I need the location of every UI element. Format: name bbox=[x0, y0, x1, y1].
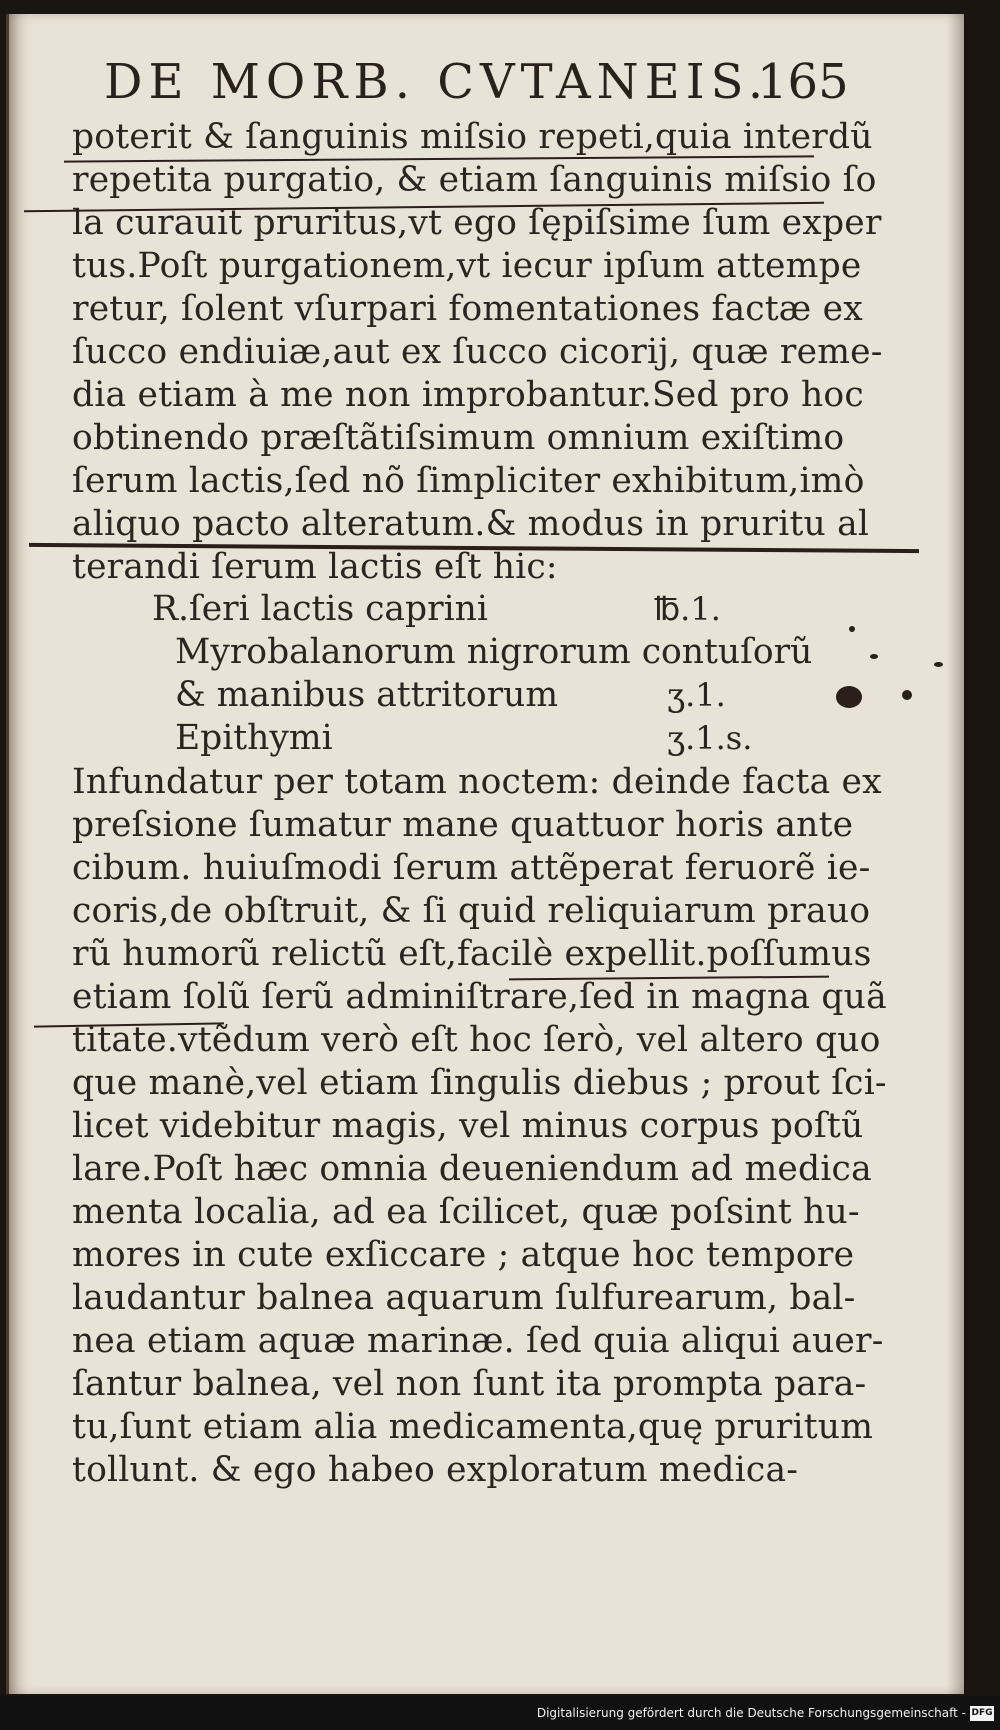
ink-blot bbox=[934, 662, 943, 667]
text-line: poterit & ſanguinis miſsio repeti,quia interdũ bbox=[72, 117, 873, 157]
text-line: aliquo pacto alteratum.& modus in pruritu al bbox=[72, 504, 870, 544]
ink-blot bbox=[849, 626, 855, 632]
text-line: menta localia, ad ea ſcilicet, quæ poſsint hu- bbox=[72, 1192, 860, 1232]
text-line: ſerum lactis,ſed nõ ſimpliciter exhibitum,imò bbox=[72, 461, 865, 501]
recipe-qty: ℔.1. bbox=[654, 590, 721, 628]
text-line: Infundatur per totam noctem: deinde facta ex bbox=[72, 762, 882, 802]
book-page bbox=[6, 14, 964, 1694]
recipe-item: R.ſeri lactis caprini bbox=[152, 589, 488, 629]
text-line: ſantur balnea, vel non ſunt ita prompta para- bbox=[72, 1364, 867, 1404]
text-line: retur, ſolent vſurpari fomentationes factæ ex bbox=[72, 289, 863, 329]
text-line: tollunt. & ego habeo exploratum medica- bbox=[72, 1450, 799, 1490]
footer-credit: Digitalisierung gefördert durch die Deutsche Forschungsgemeinschaft - bbox=[0, 1696, 1000, 1730]
text-line: laudantur balnea aquarum ſulfurearum, bal- bbox=[72, 1278, 856, 1318]
text-line: mores in cute exſiccare ; atque hoc tempore bbox=[72, 1235, 855, 1275]
text-line: repetita purgatio, & etiam ſanguinis miſsio ſo bbox=[72, 160, 877, 200]
text-line: tus.Poſt purgationem,vt iecur ipſum attempe bbox=[72, 246, 862, 286]
text-line: ſucco endiuiæ,aut ex ſucco cicorij, quæ reme- bbox=[72, 332, 883, 372]
text-line: rũ humorũ relictũ eſt,facilè expellit.poſſumus bbox=[72, 934, 872, 974]
running-head: DE MORB. CVTANEIS. bbox=[104, 54, 770, 110]
recipe-item: Epithymi bbox=[175, 718, 333, 758]
text-line: dia etiam à me non improbantur.Sed pro hoc bbox=[72, 375, 864, 415]
text-line: titate.vtẽdum verò eſt hoc ſerò, vel altero quo bbox=[72, 1020, 881, 1060]
page-number: 165 bbox=[757, 54, 849, 110]
text-line: obtinendo præſtãtiſsimum omnium exiſtimo bbox=[72, 418, 845, 458]
text-line: lare.Poſt hæc omnia deueniendum ad medica bbox=[72, 1149, 872, 1189]
text-line: cibum. huiuſmodi ſerum attẽperat feruorẽ ie- bbox=[72, 848, 871, 888]
dfg-logo: DFG bbox=[970, 1706, 994, 1721]
text-line: la curauit pruritus,vt ego ſępiſsime ſum exper bbox=[72, 203, 882, 243]
recipe-item: Myrobalanorum nigrorum contuſorũ bbox=[175, 632, 813, 672]
ink-blot bbox=[836, 686, 862, 708]
recipe-qty: ʒ.1. bbox=[667, 676, 726, 714]
text-line: que manè,vel etiam ſingulis diebus ; prout ſci- bbox=[72, 1063, 887, 1103]
text-line: tu,ſunt etiam alia medicamenta,quę pruritum bbox=[72, 1407, 874, 1447]
text-line: nea etiam aquæ marinæ. ſed quia aliqui auer- bbox=[72, 1321, 884, 1361]
text-line: licet videbitur magis, vel minus corpus poſtũ bbox=[72, 1106, 864, 1146]
ink-blot bbox=[870, 654, 878, 659]
text-line: terandi ſerum lactis eſt hic: bbox=[72, 547, 558, 587]
recipe-item: & manibus attritorum bbox=[175, 675, 559, 715]
ink-blot bbox=[902, 690, 912, 700]
text-line: preſsione ſumatur mane quattuor horis ante bbox=[72, 805, 854, 845]
recipe-qty: ʒ.1.s. bbox=[667, 719, 753, 757]
text-line: coris,de obſtruit, & ſi quid reliquiarum prauo bbox=[72, 891, 871, 931]
text-line: etiam ſolũ ſerũ adminiſtrare,ſed in magna quã bbox=[72, 977, 887, 1017]
